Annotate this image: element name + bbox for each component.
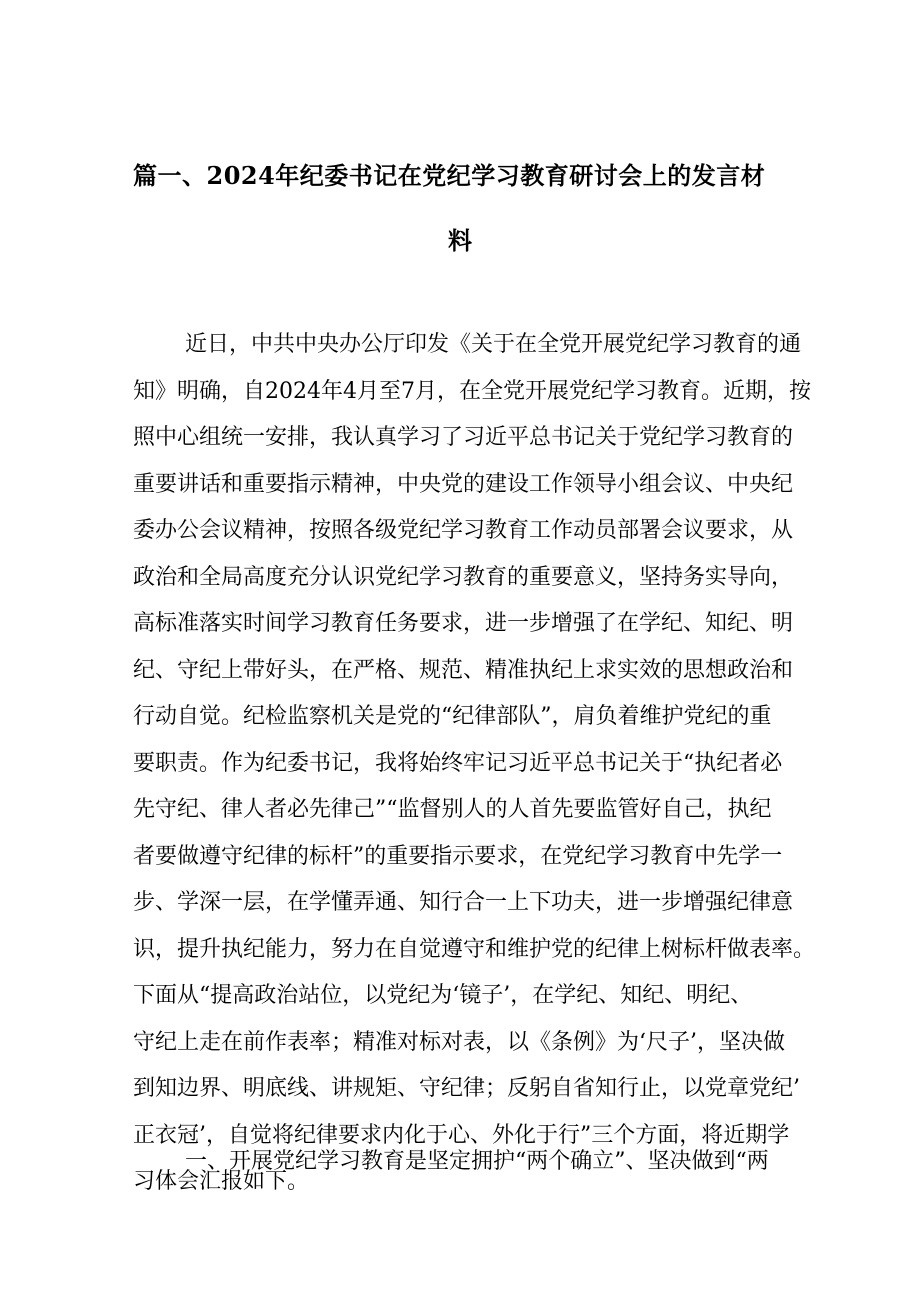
paragraph-line: 知》明确，自2024年4月至7月，在全党开展党纪学习教育。近期，按 xyxy=(133,378,811,404)
paragraph-line: 照中心组统一安排，我认真学习了习近平总书记关于党纪学习教育的 xyxy=(133,425,794,450)
paragraph-line: 要职责。作为纪委书记，我将始终牢记习近平总书记关于“执纪者必 xyxy=(133,750,783,776)
paragraph-line: 政治和全局高度充分认识党纪学习教育的重要意义，坚持务实导向， xyxy=(133,564,794,590)
paragraph-line: 重要讲话和重要指示精神，中央党的建设工作领导小组会议、中央纪 xyxy=(133,471,794,497)
paragraph-line: 先守纪、律人者必先律己”“监督别人的人首先要监管好自己，执纪 xyxy=(133,797,772,822)
section-heading-line: 一、开展党纪学习教育是坚定拥护“两个确立”、坚决做到“两 xyxy=(185,1149,769,1174)
paragraph-line: 行动自觉。纪检监察机关是党的“纪律部队”，肩负着维护党纪的重 xyxy=(133,704,772,729)
paragraph-line: 习体会汇报如下。 xyxy=(133,1169,310,1194)
document-title-line-1: 篇一、2024年纪委书记在党纪学习教育研讨会上的发言材 xyxy=(133,161,766,190)
paragraph-line: 下面从“提高政治站位，以党纪为‘镜子’，在学纪、知纪、明纪、 xyxy=(133,983,753,1008)
paragraph-line: 委办公会议精神，按照各级党纪学习教育工作动员部署会议要求，从 xyxy=(133,518,794,543)
paragraph-line: 到知边界、明底线、讲规矩、守纪律；反躬自省知行止，以党章党纪’ xyxy=(133,1076,800,1101)
paragraph-line: 高标准落实时间学习教育任务要求，进一步增强了在学纪、知纪、明 xyxy=(133,611,794,636)
body-paragraph-2 xyxy=(133,1139,798,1186)
paragraph-line: 守纪上走在前作表率；精准对标对表，以《条例》为‘尺子’，坚决做 xyxy=(133,1029,785,1055)
paragraph-line: 正衣冠’，自觉将纪律要求内化于心、外化于行”三个方面，将近期学 xyxy=(133,1122,790,1148)
paragraph-line: 近日，中共中央办公厅印发《关于在全党开展党纪学习教育的通 xyxy=(185,332,802,357)
paragraph-line: 纪、守纪上带好头，在严格、规范、精准执纪上求实效的思想政治和 xyxy=(133,657,794,683)
paragraph-line: 步、学深一层，在学懂弄通、知行合一上下功夫，进一步增强纪律意 xyxy=(133,890,794,915)
document-title-line-2: 料 xyxy=(448,226,473,255)
paragraph-line: 识，提升执纪能力，努力在自觉遵守和维护党的纪律上树标杆做表率。 xyxy=(133,936,816,962)
body-paragraph-1 xyxy=(133,322,816,1206)
paragraph-line: 者要做遵守纪律的标杆”的重要指示要求，在党纪学习教育中先学一 xyxy=(133,843,783,869)
